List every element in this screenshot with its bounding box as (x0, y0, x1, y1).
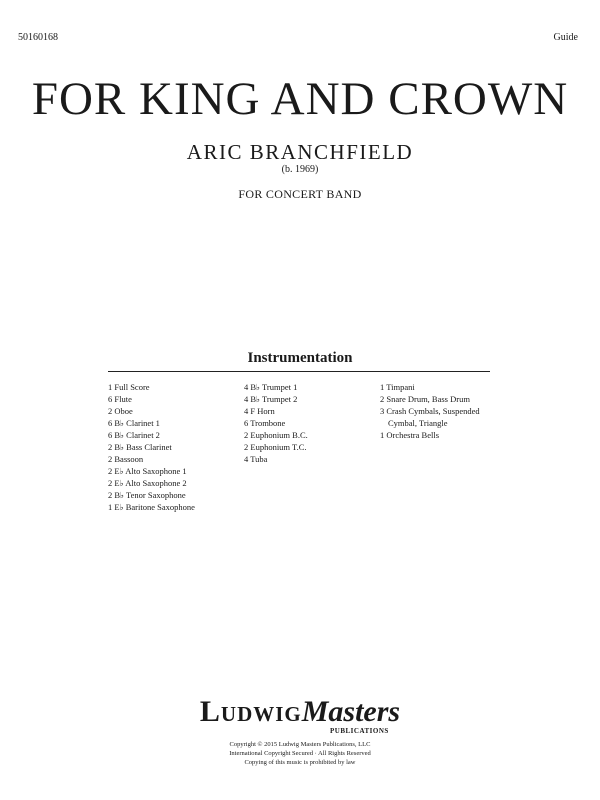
instrument-item: 4 Tuba (244, 454, 268, 464)
score-type-label: Guide (553, 32, 578, 43)
instrument-item: 3 Crash Cymbals, Suspended (380, 406, 480, 416)
ensemble-subtitle: FOR CONCERT BAND (238, 187, 362, 201)
instrument-item: 2 B♭ Tenor Saxophone (108, 490, 186, 500)
instrumentation-column-2 (244, 381, 308, 465)
instrument-item: 6 B♭ Clarinet 1 (108, 418, 160, 428)
instrument-item: 4 B♭ Trumpet 2 (244, 394, 298, 404)
instrument-item: 6 Trombone (244, 418, 286, 428)
instrument-item: 4 B♭ Trumpet 1 (244, 382, 298, 392)
instrument-item: 2 E♭ Alto Saxophone 2 (108, 478, 187, 488)
instrument-item: 2 Euphonium B.C. (244, 430, 308, 440)
instrument-item: 6 Flute (108, 394, 132, 404)
instrumentation-column-3 (380, 381, 480, 441)
publisher-logo (0, 695, 600, 729)
copyright-line: International Copyright Secured · All Rights Reserved (229, 750, 371, 757)
instrument-item: 1 Orchestra Bells (380, 430, 440, 440)
piece-title: FOR KING AND CROWN (31, 73, 569, 125)
instrument-item: 1 Timpani (380, 382, 415, 392)
publisher-logo-subtitle: PUBLICATIONS (330, 727, 389, 735)
instrument-item: 1 Full Score (108, 382, 150, 392)
composer-name: ARIC BRANCHFIELD (186, 140, 414, 164)
publisher-logo-word-1: Ludwig (199, 695, 302, 728)
instrument-item: Cymbal, Triangle (388, 418, 448, 428)
instrument-item: 2 Bassoon (108, 454, 144, 464)
publisher-logo-word-2: Masters (301, 695, 401, 728)
instrument-item: 2 Oboe (108, 406, 133, 416)
copyright-line: Copying of this music is prohibited by law (244, 759, 356, 766)
instrument-item: 4 F Horn (244, 406, 275, 416)
instrument-item: 2 B♭ Bass Clarinet (108, 442, 172, 452)
composer-dates: (b. 1969) (281, 164, 319, 175)
instrument-item: 1 E♭ Baritone Saxophone (108, 502, 195, 512)
instrumentation-column-1 (108, 381, 195, 513)
instrument-item: 2 E♭ Alto Saxophone 1 (108, 466, 187, 476)
instrumentation-divider (108, 371, 490, 372)
instrument-item: 2 Euphonium T.C. (244, 442, 307, 452)
instrument-item: 2 Snare Drum, Bass Drum (380, 394, 470, 404)
instrument-item: 6 B♭ Clarinet 2 (108, 430, 160, 440)
copyright-line: Copyright © 2015 Ludwig Masters Publications, LLC (229, 741, 371, 748)
instrumentation-heading: Instrumentation (247, 350, 353, 366)
catalog-number: 50160168 (18, 32, 58, 43)
